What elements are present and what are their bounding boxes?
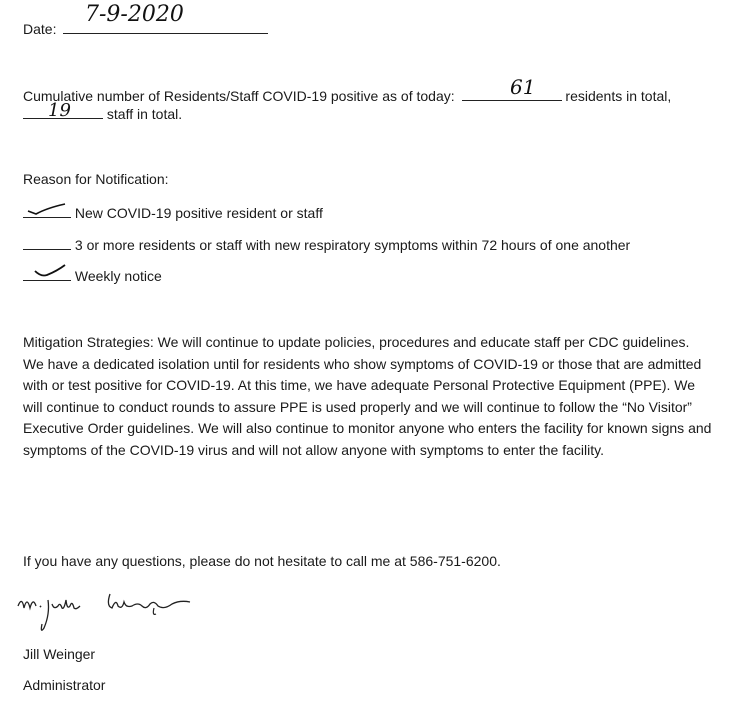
option-label: New COVID-19 positive resident or staff [74, 205, 323, 221]
cumulative-line-2 [23, 104, 182, 122]
option-blank [23, 235, 71, 250]
residents-suffix: residents in total, [565, 88, 672, 104]
reason-option-respiratory [23, 235, 630, 253]
contact-line: If you have any questions, please do not hesitate to call me at 586-751-6200. [23, 553, 501, 569]
date-label: Date: [23, 21, 57, 37]
checkmark-icon [25, 263, 67, 279]
handwritten-signature [14, 588, 204, 636]
reason-heading: Reason for Notification: [23, 171, 169, 187]
option-label: 3 or more residents or staff with new respiratory symptoms within 72 hours of one another [74, 237, 631, 253]
mitigation-paragraph: Mitigation Strategies: We will continue to update policies, procedures and educate staff per CDC guidelines. We have a dedicated isolation until for residents who show symptoms of COVID-19 or those that are admitted with or test positive for COVID-19. At this time, we have adequate Personal Protective Equipment (PPE). We will continue to conduct rounds to assure PPE is used properly and we will continue to follow the “No Visitor” Executive Order guidelines. We will also continue to monitor anyone who enters the facility for known signs and symptoms of the COVID-19 virus and will not allow anyone with symptoms to enter the facility. [23, 334, 712, 458]
signer-title: Administrator [23, 677, 106, 693]
signer-name: Jill Weinger [23, 646, 96, 662]
residents-handwritten: 61 [510, 75, 536, 99]
option-blank [23, 266, 71, 281]
checkmark-icon [25, 202, 67, 216]
cumulative-line-1 [23, 86, 671, 104]
staff-handwritten: 19 [48, 100, 71, 121]
option-label: Weekly notice [74, 268, 162, 284]
option-blank [23, 203, 71, 218]
date-handwritten: 7-9-2020 [85, 2, 184, 27]
reason-option-new-positive [23, 203, 323, 221]
cumulative-prefix: Cumulative number of Residents/Staff COVID-19 positive as of today: [23, 88, 455, 104]
staff-suffix: staff in total. [106, 106, 183, 122]
reason-option-weekly [23, 266, 162, 284]
